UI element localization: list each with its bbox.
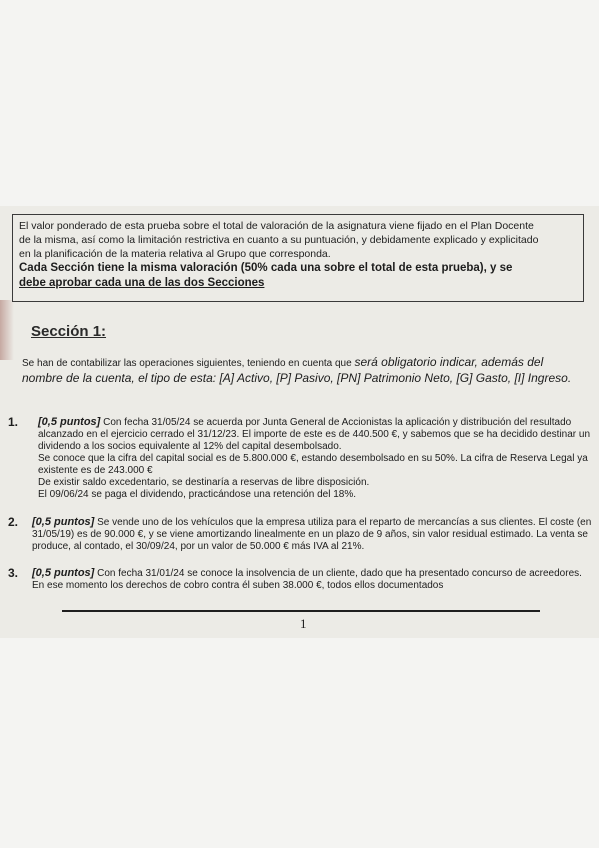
question-points: [0,5 puntos]: [32, 567, 95, 579]
question-text: Con fecha 31/05/24 se acuerda por Junta General de Accionistas la aplicación y distribución del resultado alcanzado en el ejercicio cerrado el 31/12/23. El importe de este es de 440.500 €, y sabemos que se ha decidido destinar un dividendo a los socios equivalente al 12% del capital desembolsado.: [38, 417, 591, 452]
page-edge-shadow: [0, 300, 14, 360]
question-points: [0,5 puntos]: [32, 516, 95, 528]
section-intro: [22, 355, 582, 387]
question-number: 1.: [8, 415, 19, 429]
intro-italic-text: será obligatorio indicar, además del nombre de la cuenta, el tipo de esta: [A] Activo, [P] Pasivo, [PN] Patrimonio Neto, [G] Gasto, [I] Ingreso.: [22, 355, 572, 385]
question-text: Se vende uno de los vehículos que la empresa utiliza para el reparto de mercancías a sus clientes. El coste (en 31/05/19) es de 90.000 €, y se viene amortizando linealmente en un plazo de 9 años, sin valor residual estimado. La venta se produce, al contado, el 30/09/24, por un valor de 50.000 € más IVA al 21%.: [32, 517, 592, 552]
footer-rule: [62, 610, 540, 612]
question-text: Con fecha 31/01/24 se conoce la insolvencia de un cliente, dado que ha presentado concurso de acreedores. En ese momento los derechos de cobro contra él suben 38.000 €, todos ellos documentados: [32, 568, 582, 591]
question-text: Se conoce que la cifra del capital social es de 5.800.000 €, estando desembolsado en su 50%. La cifra de Reserva Legal ya existente es de 243.000 €: [38, 453, 588, 476]
question-number: 3.: [8, 566, 19, 580]
question-number: 2.: [8, 515, 19, 529]
instructions-box: [12, 214, 584, 302]
page-number: 1: [300, 616, 307, 631]
intro-text: Se han de contabilizar las operaciones siguientes, teniendo en cuenta que: [22, 358, 355, 369]
instructions-bold-line: debe aprobar cada una de las dos Secciones: [19, 277, 265, 289]
section-title: Sección 1:: [31, 323, 107, 340]
instructions-bold-line: Cada Sección tiene la misma valoración (50% cada una sobre el total de esta prueba), y se: [19, 262, 513, 274]
question-2: [8, 516, 594, 553]
question-text: El 09/06/24 se paga el dividendo, practicándose una retención del 18%.: [38, 489, 357, 500]
instructions-line: El valor ponderado de esta prueba sobre el total de valoración de la asignatura viene fijado en el Plan Docente: [19, 220, 534, 232]
question-text: De existir saldo excedentario, se destinaría a reservas de libre disposición.: [38, 477, 370, 488]
question-1: [8, 416, 594, 501]
instructions-line: en la planificación de la materia relativa al Grupo que corresponda.: [19, 248, 331, 260]
question-3: [8, 567, 594, 592]
question-points: [0,5 puntos]: [38, 416, 101, 428]
instructions-line: de la misma, así como la limitación restrictiva en cuanto a su puntuación, y debidamente explicado y explicitado: [19, 234, 539, 246]
